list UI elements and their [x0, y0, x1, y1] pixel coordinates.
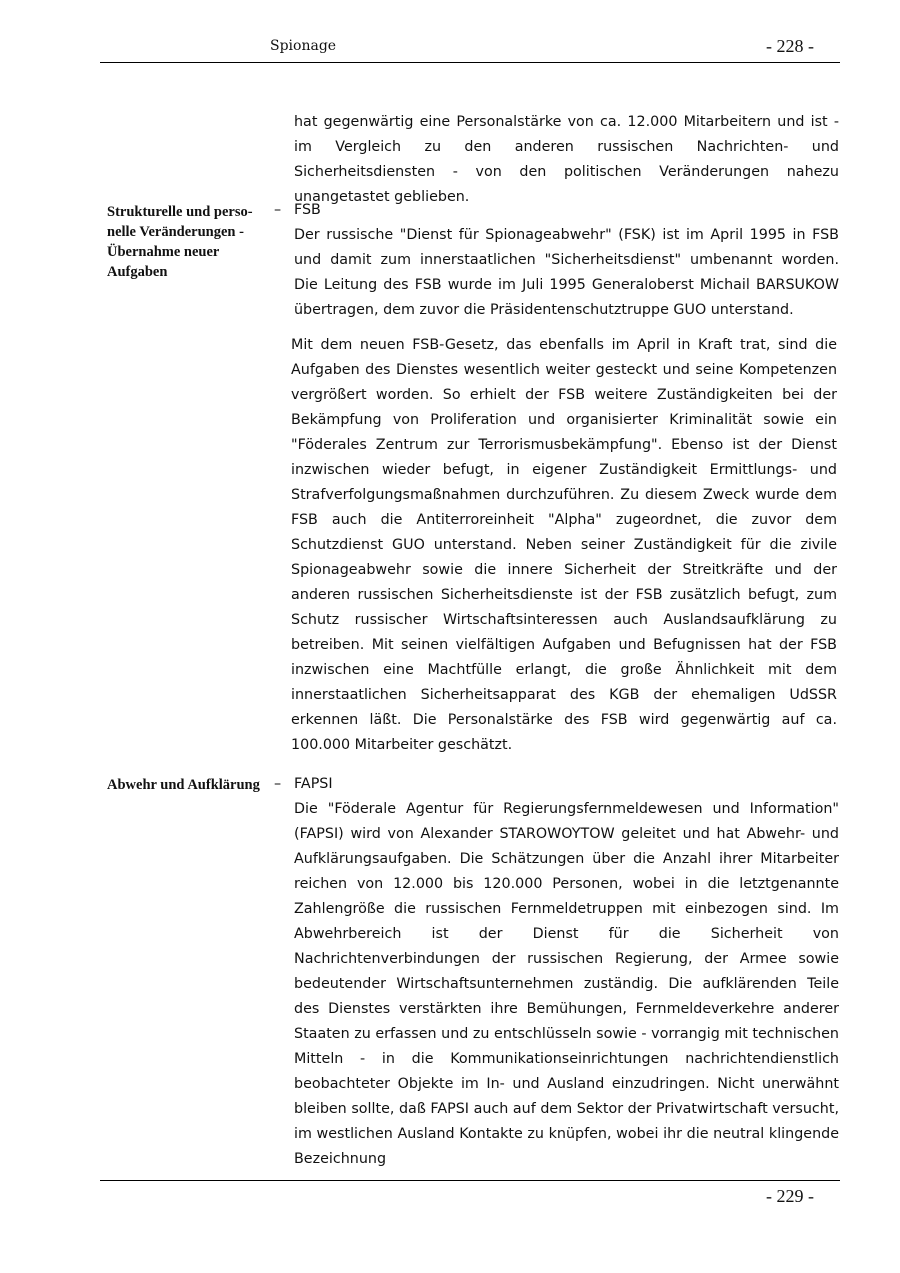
list-dash: – [274, 202, 282, 218]
footer-page-number: - 229 - [766, 1186, 814, 1206]
fsb-law-paragraph: Mit dem neuen FSB-Gesetz, das ebenfalls im April in Kraft trat, sind die Aufgaben des Dienstes wesentlich weiter gesteckt und seine Kompetenzen vergrößert worden. So erhielt der FSB weitere Zuständigkeiten bei der Bekämpfung von Proliferation und organisierter Kriminalität sowie ein "Föderales Zentrum zur Terrorismusbekämpfung". Ebenso ist der Dienst inzwischen wieder befugt, in eigener Zuständigkeit Ermittlungs- und Strafverfolgungsmaßnahmen durchzuführen. Zu diesem Zweck wurde dem FSB auch die Antiterroreinheit "Alpha" zugeordnet, die zuvor dem Schutzdienst GUO unterstand. Neben seiner Zuständigkeit für die zivile Spionageabwehr sowie die innere Sicherheit der Streitkräfte und der anderen russischen Sicherheitsdienste ist der FSB zusätzlich befugt, zum Schutz russischer Wirtschaftsinteressen auch Auslandsaufklärung zu betreiben. Mit seinen vielfältigen Aufgaben und Befugnissen hat der FSB inzwischen eine Machtfülle erlangt, die große Ähnlichkeit mit dem innerstaatlichen Sicherheitsapparat des KGB der ehemaligen UdSSR erkennen läßt. Die Personalstärke des FSB wird gegenwärtig auf ca. 100.000 Mitarbeiter geschätzt. [291, 337, 837, 753]
fapsi-description: Die "Föderale Agentur für Regierungsfernmeldewesen und Information" (FAPSI) wird von Alexander STAROWOYTOW geleitet und hat Abwehr- und Aufklärungsaufgaben. Die Schätzungen über die Anzahl ihrer Mitarbeiter reichen von 12.000 bis 120.000 Personen, wobei in die letztgenannte Zahlengröße die russischen Fernmeldetruppen mit einbezogen sind. Im Abwehrbereich ist der Dienst für die Sicherheit von Nachrichtenverbindungen der russischen Regierung, der Armee sowie bedeutender Wirtschaftsunternehmen zuständig. Die aufklärenden Teile des Dienstes verstärkten ihre Bemühungen, Fernmeldeverkehre anderer Staaten zu erfassen und zu entschlüsseln sowie - vorrangig mit technischen Mitteln - in die Kommunikationseinrichtungen nachrichtendienstlich beobachteter Objekte im In- und Ausland einzudringen. Nicht unerwähnt bleiben sollte, daß FAPSI auch auf dem Sektor der Privatwirtschaft versucht, im westlichen Ausland Kontakte zu knüpfen, wobei ihr die neutral klingende Bezeichnung [294, 801, 839, 1167]
header-page-number: - 228 - [766, 36, 814, 56]
margin-note-defense-intelligence: Abwehr und Aufklärung [107, 777, 260, 793]
fapsi-heading: FAPSI [294, 776, 333, 792]
running-title: Spionage [270, 38, 337, 54]
list-dash: – [274, 776, 282, 792]
fsb-heading: FSB [294, 202, 321, 218]
margin-note-structural-changes: Strukturelle und perso-nelle Veränderungen - Übernahme neuer Aufgaben [107, 204, 253, 280]
fsb-description: Der russische "Dienst für Spionageabwehr" (FSK) ist im April 1995 in FSB und damit zum innerstaatlichen "Sicherheitsdienst" umbenannt worden. Die Leitung des FSB wurde im Juli 1995 Generaloberst Michail BARSUKOW übertragen, dem zuvor die Präsidentenschutztruppe GUO unterstand. [294, 227, 839, 318]
page-footer [100, 1180, 840, 1221]
intro-paragraph: hat gegenwärtig eine Personalstärke von ca. 12.000 Mitarbeitern und ist - im Vergleich zu den anderen russischen Nachrichten- und Sicherheitsdiensten - von den politischen Veränderungen nahezu unangetastet geblieben. [294, 114, 839, 205]
